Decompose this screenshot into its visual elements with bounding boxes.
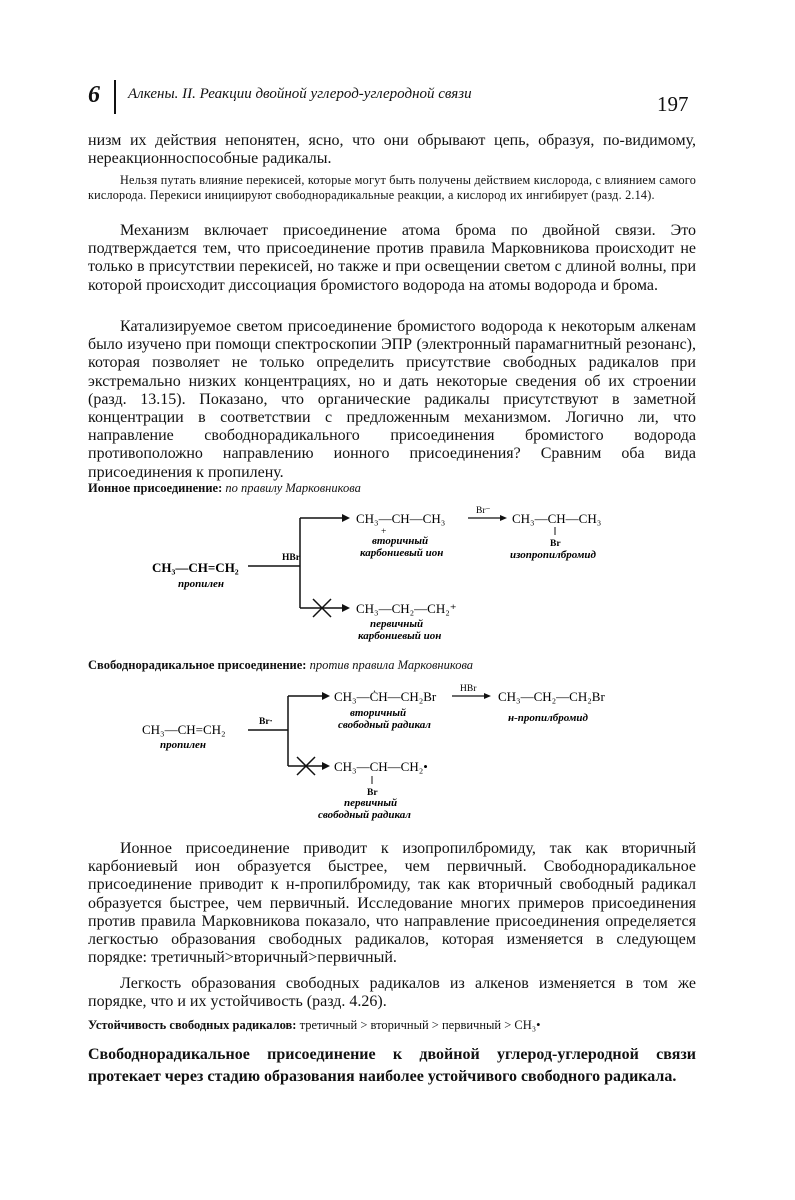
ionic-start: CH₃—CH=CH₂ <box>152 560 239 575</box>
radical-lower-name1: первичный <box>344 797 398 809</box>
radical-upper-arrowhead <box>322 692 330 700</box>
footnote-peroxides: Нельзя путать влияние перекисей, которые могут быть получены действием кислорода, с влиянием самого кислорода. Перекиси инициируют свободнорадикальные реакции, а кислород их ингибирует (разд. 2.14). <box>88 173 696 202</box>
header-divider <box>114 80 116 114</box>
ionic-second-reagent: Br⁻ <box>476 506 491 516</box>
ionic-product-name: изопропилбромид <box>510 549 596 561</box>
ionic-reagent: HBr <box>282 553 300 563</box>
radical-lower-name2: свободный радикал <box>318 809 411 821</box>
ionic-upper-charge: + <box>381 527 387 537</box>
paragraph-1: низм их действия непонятен, ясно, что они обрывают цепь, образуя, по-видимому, нереакционноспособные радикалы. <box>88 132 696 168</box>
ionic-product: CH₃—CH—CH₃ <box>512 511 602 526</box>
ionic-label-bold: Ионное присоединение: <box>88 481 223 495</box>
radical-upper-name1: вторичный <box>350 707 407 719</box>
ionic-label-italic: по правилу Марковникова <box>225 481 361 495</box>
stability-label: Устойчивость свободных радикалов: <box>88 1018 297 1032</box>
radical-label-italic: против правила Марковникова <box>309 658 474 672</box>
radical-start: CH₃—CH=CH₂ <box>142 722 226 737</box>
radical-lower-arrowhead <box>322 762 330 770</box>
ionic-second-arrowhead <box>500 515 507 521</box>
radical-label <box>88 658 473 673</box>
page-number: 197 <box>657 92 689 116</box>
radical-start-name: пропилен <box>160 739 206 751</box>
ionic-lower-arrowhead <box>342 604 350 612</box>
running-header-title: Алкены. II. Реакции двойной углерод-углеродной связи <box>128 86 472 102</box>
radical-product: CH₃—CH₂—CH₂Br <box>498 689 605 704</box>
chapter-number: 6 <box>88 82 100 108</box>
ionic-lower: CH₃—CH₂—CH₂⁺ <box>356 601 457 616</box>
ionic-lower-name2: карбониевый ион <box>358 630 442 642</box>
ionic-label <box>88 481 361 496</box>
summary-statement: Свободнорадикальное присоединение к двойной углерод-углеродной связи протекает через стадию образования наиболее устойчивого свободного радикала. <box>88 1046 696 1085</box>
radical-second-reagent: HBr <box>460 684 477 694</box>
stability-line <box>88 1018 541 1033</box>
radical-label-bold: Свободнорадикальное присоединение: <box>88 658 307 672</box>
ionic-product-sub: Br <box>550 539 561 549</box>
ionic-lower-name1: первичный <box>370 618 424 630</box>
radical-scheme <box>0 678 795 828</box>
radical-reagent: Br· <box>259 717 273 727</box>
ionic-scheme <box>0 500 795 650</box>
ionic-start-name: пропилен <box>178 578 224 590</box>
radical-upper: CH₃—ĊH—CH₂Br <box>334 689 437 704</box>
paragraph-3: Катализируемое светом присоединение бромистого водорода к некоторым алкенам было изучено при помощи спектроскопии ЭПР (электронный парамагнитный резонанс), которая позволяет не только определить присутствие свободных радикалов при экстремально низких концентрациях, но и дать некоторые сведения об их строении (разд. 13.15). Показано, что органические радикалы присутствуют в заметной концентрации в соответствии с предложенным механизмом. Логично ли, что направление свободнорадикального присоединения бромистого водорода противоположно направлению ионного присоединения? Сравним оба вида присоединения к пропилену. <box>88 318 696 481</box>
radical-lower: CH₃—CH—CH₂• <box>334 759 428 774</box>
ionic-upper: CH₃—CH—CH₃ <box>356 511 446 526</box>
radical-lower-sub: Br <box>367 788 378 798</box>
radical-upper-name2: свободный радикал <box>338 719 431 731</box>
radical-product-name: н-пропилбромид <box>508 712 588 724</box>
paragraph-2: Механизм включает присоединение атома брома по двойной связи. Это подтверждается тем, что присоединение против правила Марковникова происходит не только в присутствии перекисей, но также и при освещении светом с длиной волны, при которой происходит диссоциация бромистого водорода на атомы водорода и брома. <box>88 222 696 294</box>
stability-order: третичный > вторичный > первичный > CH₃• <box>299 1018 541 1032</box>
radical-second-arrowhead <box>484 693 491 699</box>
paragraph-4: Ионное присоединение приводит к изопропилбромиду, так как вторичный карбониевый ион образуется быстрее, чем первичный. Свободнорадикальное присоединение приводит к н-пропилбромиду, так как вторичный свободный радикал образуется быстрее, чем первичный. Исследование многих примеров присоединения против правила Марковникова показало, что направление присоединения определяется легкостью образования свободных радикалов, которая изменяется в следующем порядке: третичный>вторичный>первичный. <box>88 840 696 967</box>
ionic-upper-name1: вторичный <box>372 535 429 547</box>
ionic-upper-name2: карбониевый ион <box>360 547 444 559</box>
ionic-upper-arrowhead <box>342 514 350 522</box>
paragraph-5: Легкость образования свободных радикалов из алкенов изменяется в том же порядке, что и их устойчивость (разд. 4.26). <box>88 975 696 1011</box>
